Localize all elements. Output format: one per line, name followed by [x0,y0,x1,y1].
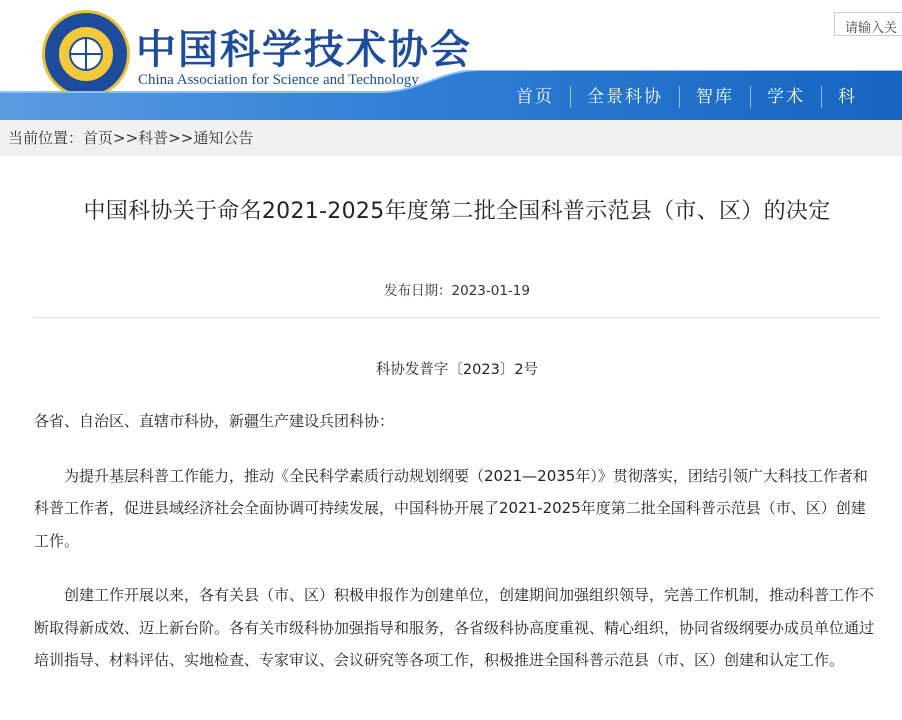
org-name-cn[interactable]: 中国科学技术协会 [136,26,472,73]
nav-academic[interactable]: 学术 [750,86,821,108]
breadcrumb-separator: >> [168,129,194,147]
article [34,156,880,677]
breadcrumb-science[interactable]: 科普 [138,129,169,147]
breadcrumb-notices[interactable]: 通知公告 [193,129,254,147]
nav-overview[interactable]: 全景科协 [570,86,679,108]
paragraph: 为提升基层科普工作能力，推动《全民科学素质行动规划纲要（2021—2035年）》贯彻落实，团结引领广大科技工作者和科普工作者，促进县域经济社会全面协调可持续发展，中国科协开展了2021-2025年度第二批全国科普示范县（市、区）创建工作。 [34,466,868,550]
document-number: 科协发普字〔2023〕2号 [375,362,539,378]
nav-home[interactable]: 首页 [516,87,554,107]
breadcrumb-separator: >> [113,129,139,147]
paragraph: 创建工作开展以来，各有关县（市、区）积极申报作为创建单位，创建期间加强组织领导，完善工作机制，推动科普工作不断取得新成效、迈上新台阶。各有关市级科协加强指导和服务，各省级科协高度重视、精心组织，协同省级纲要办成员单位通过培训指导、材料评估、实地检查、专家审议、会议研究等各项工作，积极推进全国科普示范县（市、区）创建和认定工作。 [34,586,875,669]
nav-science[interactable]: 科 [821,86,873,108]
globe-icon [69,37,103,71]
main-nav [500,86,873,110]
date-label: 发布日期： [384,283,452,299]
article-title: 中国科协关于命名2021-2025年度第二批全国科普示范县（市、区）的决定 [83,199,831,224]
nav-think-tank[interactable]: 智库 [679,86,750,108]
publish-date [34,279,880,299]
breadcrumb-home[interactable]: 首页 [83,129,114,147]
divider [34,317,880,318]
search-input[interactable]: 请输入关 [834,12,902,36]
breadcrumb-prefix: 当前位置： [8,129,84,147]
site-header [0,0,902,120]
date-value: 2023-01-19 [451,283,530,299]
breadcrumb [0,120,902,156]
greeting: 各省、自治区、直辖市科协，新疆生产建设兵团科协： [34,412,395,430]
org-name-en: China Association for Science and Technology [138,72,419,88]
